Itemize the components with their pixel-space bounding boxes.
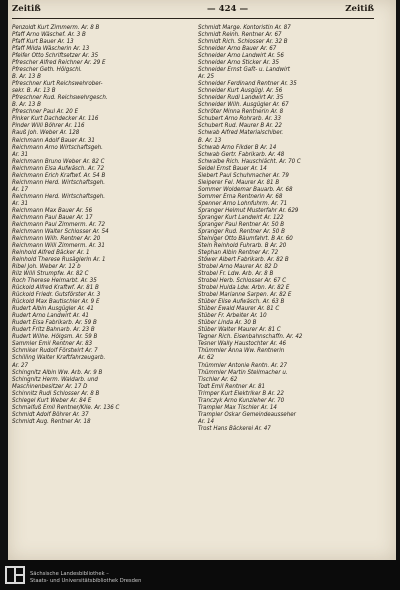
directory-entry: Strobel Herb. Schlosser Ar. 67 C (198, 277, 287, 285)
directory-entry: Rückold Friedr. Gutsförster Ar. 3 (12, 291, 101, 299)
directory-entry: Spranger Paul Rentner Ar. 50 B (198, 220, 285, 228)
directory-entry: Schneider Rudi Landwirt Ar. 35 (198, 94, 284, 102)
directory-entry: Stüber Linda Ar. 30 B (198, 319, 257, 327)
directory-entry: Rückold Alfred Kraftwf. Ar. 81 B (12, 284, 99, 292)
header-left-keyword: Zeitiß (12, 4, 41, 14)
directory-entry: Spranger Helmut Musterfahr Ar. 629 (198, 206, 299, 214)
directory-entry: Schmiker Rudolf Förstwirt Ar. 7 (12, 347, 98, 355)
directory-entry: Stüber Elise Aufwäsch. Ar. 63 B (198, 298, 285, 306)
directory-entry: Reichmann Walter Schlosser Ar. 54 (12, 227, 109, 235)
directory-entry: Trost Hans Bäckerei Ar. 47 (198, 424, 271, 432)
directory-entry: Ar. 25 (198, 73, 215, 81)
directory-entry: Schilling Walter Kraftfahrzeugarb. (12, 354, 106, 362)
directory-entry: Schinnitz Rudi Schlosser Ar. 8 B (12, 389, 100, 397)
directory-entry: Schmidt Reinh. Rentner Ar. 67 (198, 31, 282, 39)
directory-entry: Ar. 27 (12, 361, 29, 369)
header-rule (12, 18, 374, 19)
directory-entry: Pfeifer Otto Schriftsetzer Ar. 35 (12, 52, 99, 60)
directory-entry: Pfaff Arno Wäschef. Ar. 3 B (12, 31, 86, 39)
footer-line-1: Sächsische Landesbibliothek – (30, 571, 109, 577)
directory-entry: Spranger Kurt Landwirt Ar. 122 (198, 213, 284, 221)
directory-entry: B. Ar. 13 (198, 136, 222, 144)
header-right-keyword: Zeitiß (345, 4, 374, 14)
directory-entry: Strobel Marianne Sarpen. Ar. 82 E (198, 291, 292, 299)
directory-entry: Schneider Ernst Gaſt- u. Landwirt (198, 66, 290, 74)
directory-entry: Schwalbe Rich. Hauschlächt. Ar. 70 C (198, 157, 301, 165)
directory-entry: Reinhold Alfred Bäcker Ar. 1 (12, 249, 90, 256)
directory-entry: Roch Therese Heimarbt. Ar. 35 (12, 277, 97, 285)
directory-entry: Sommer Woldemar Bauarb. Ar. 68 (198, 185, 293, 193)
directory-entry: Stephan Albin Rentner Ar. 72 (198, 249, 279, 256)
directory-entry: Pfreschner Rud. Reichswehrgesch. (12, 94, 108, 102)
directory-entry: Schingnitz Herm. Waldarb. und (12, 375, 98, 383)
directory-entry: Stüber Walter Maurer Ar. 81 C (198, 326, 281, 334)
directory-entry: Ar. 17 (12, 185, 29, 193)
directory-entry: Schneider Arno Sticker Ar. 35 (198, 59, 279, 67)
directory-entry: Rudert Wilhe. Hölgsm. Ar. 59 B (12, 333, 98, 341)
library-logo-icon (5, 566, 25, 584)
directory-entry: Thümmler Anna Ww. Rentnerin (198, 347, 285, 355)
directory-entry: Schubert Rud. Maurer B Ar. 22 (198, 122, 282, 130)
directory-entry: Rauß Joh. Weber Ar. 128 (12, 129, 80, 137)
directory-entry: Pfrescher Alfred Reichner Ar. 29 E (12, 59, 106, 67)
directory-entry: Trampler Max Tischler Ar. 14 (198, 403, 277, 411)
directory-entry: Pinker Kurt Dachdecker Ar. 116 (12, 115, 99, 123)
directory-entry: Pfreschner Paul Ar. 20 E (12, 108, 79, 116)
directory-entry: Tegner Rich. Eisenbahnschaffn. Ar. 42 (198, 333, 303, 341)
directory-entry: Todt Emil Rentner Ar. 81 (198, 382, 265, 390)
directory-entry: Schmidt Adolf Böhrer Ar. 37 (12, 410, 89, 418)
directory-entry: Schwab Alfred Materialschiber. (198, 129, 284, 137)
page-header (12, 4, 374, 18)
directory-entry: B. Ar. 13 B (12, 101, 41, 109)
directory-entry: Schwab Gertr. Fabrikarb. Ar. 48 (198, 150, 285, 158)
right-column (198, 24, 376, 432)
directory-entry: Ribel Joh. Weber Ar. 12 b (12, 263, 81, 271)
directory-entry: Schwab Arno Fikder B Ar. 14 (198, 143, 277, 151)
directory-entry: Sommer Erna Rentnerin Ar. 68 (198, 192, 283, 200)
directory-entry: Schubert Arno Rohrarb. Ar. 33 (198, 115, 282, 123)
directory-entry: Strobel Arno Maurer Ar. 82 D (198, 263, 278, 271)
directory-entry: Trampler Oskar Gemeindeausseher (198, 410, 296, 418)
directory-entry: Reichmann Herd. Wirtschaftsgeh. (12, 192, 106, 200)
directory-entry: Thümmler Antonie Rentn. Ar. 27 (198, 361, 288, 369)
directory-entry: Strobel Hulda Ldw. Arbn. Ar. 82 E (198, 284, 290, 292)
directory-entry: Tesner Wally Haustochter Ar. 46 (198, 340, 287, 348)
directory-entry: Rilz Willi Strumpfw. Ar. 82 C (12, 270, 89, 278)
directory-entry: Reichmann Herd. Wirtschaftsgeh. (12, 178, 106, 186)
directory-entry: Ar. 62 (198, 354, 215, 362)
directory-entry: Rückold Max Bautischler Ar. 9 E (12, 298, 100, 306)
directory-entry: Schneider Arno Bauer Ar. 67 (198, 45, 277, 53)
directory-entry: Pfaff Kurt Bauer Ar. 13 (12, 38, 74, 46)
directory-entry: Reichmann Adolf Bauer Ar. 31 (12, 136, 95, 144)
directory-entry: Schingnitz Albin Ww. Arb. Ar. 9 B (12, 368, 103, 376)
directory-entry: Reichmann Paul Bauer Ar. 17 (12, 213, 93, 221)
directory-entry: Reichmann Elsa Aufwäsch. Ar. 72 (12, 164, 104, 172)
directory-entry: Pfreschner Kurt Reichswehrober- (12, 80, 103, 88)
directory-entry: Sleiperer Fel. Maurer Ar. 81 B (198, 178, 280, 186)
left-column (12, 24, 190, 425)
directory-entry: Trimper Kurt Elektriker B Ar. 22 (198, 389, 284, 397)
directory-entry: Schlegel Kurt Weber Ar. 84 E (12, 396, 92, 404)
directory-entry: Reichmann Max Bauer Ar. 56 (12, 206, 93, 214)
directory-entry: Rudert Albin Ausgügler Ar. 41 (12, 305, 94, 313)
directory-entry: Reinhold Therese Rusäglerin Ar. 1 (12, 256, 106, 264)
directory-entry: Reichmann Bruno Weber Ar. 82 C (12, 157, 105, 165)
directory-entry: Stöwer Albert Fabrikarb. Ar. 82 B (198, 256, 289, 264)
directory-entry: Pfrescher Geth. Hölgschl. (12, 66, 82, 74)
directory-entry: Tischler Ar. 62 (198, 375, 238, 383)
directory-entry: sekr. B. Ar. 13 B (12, 87, 56, 95)
directory-entry: Schmalfuß Emil Rentner/Klle. Ar. 136 C (12, 403, 120, 411)
directory-entry: Siebert Paul Schuhmacher Ar. 79 (198, 171, 289, 179)
directory-entry: Strobel Fr. Ldw. Arb. Ar. 8 B (198, 270, 274, 278)
directory-entry: Rudert Elsa Fabrikarb. Ar. 59 B (12, 319, 97, 327)
footer-line-2: Staats- und Universitätsbibliothek Dresden (30, 578, 142, 584)
directory-entry: Schmidt Aug. Rentner Ar. 18 (12, 417, 91, 425)
directory-entry: Rudert Arno Landwirt Ar. 41 (12, 312, 89, 320)
directory-entry: Steiniger Otto Bäumfahrt. B Ar. 60 (198, 234, 293, 242)
directory-entry: Schmidt Rich. Schlosser Ar. 32 B (198, 38, 288, 46)
directory-entry: Reichmann Arno Wirtschaftsgeh. (12, 143, 103, 151)
directory-entry: Ar. 31 (12, 199, 29, 207)
directory-entry: Schmidt Marge. Kontoristin Ar. 87 (198, 24, 291, 31)
directory-entry: Ar. 31 (12, 150, 29, 158)
directory-entry: Schröter Minna Rentnerin Ar. 8 (198, 108, 284, 116)
directory-entry: Stüber Ewald Maurer Ar. 81 C (198, 305, 280, 313)
page-number: — 424 — (207, 4, 249, 14)
directory-entry: Maschinenbesitzer Ar. 17 D (12, 382, 88, 390)
directory-entry: Seidel Ernst Bauer Ar. 14 (198, 164, 267, 172)
directory-entry: Pfaff Milda Wäscherin Ar. 13 (12, 45, 90, 53)
directory-entry: Pinder Willi Böhrer Ar. 116 (12, 122, 85, 130)
directory-entry: Spenner Arno Lohnfuhrm. Ar. 71 (198, 199, 288, 207)
directory-entry: Penzoldt Kurt Zimmerm. Ar. 8 B (12, 24, 100, 31)
directory-entry: Ar. 14 (198, 417, 215, 425)
directory-entry: Reichmann Willi Zimmerm. Ar. 31 (12, 241, 105, 249)
directory-entry: Rudert Fritz Bahnarb. Ar. 23 B (12, 326, 95, 334)
directory-entry: B. Ar. 13 B (12, 73, 41, 81)
directory-entry: Schneider Ferdinand Rentner Ar. 35 (198, 80, 297, 88)
directory-entry: Schneider Arno Landwirt Ar. 56 (198, 52, 284, 60)
directory-entry: Thümmler Martin Stellmacher u. (198, 368, 288, 376)
directory-entry: Stein Reinhold Fuhrarb. B Ar. 20 (198, 241, 287, 249)
directory-entry: Spranger Rud. Rentner Ar. 50 B (198, 227, 285, 235)
directory-entry: Schneider Wilh. Ausgügler Ar. 67 (198, 101, 289, 109)
directory-entry: Sammler Emil Rentner Ar. 83 (12, 340, 93, 348)
directory-entry: Reichmann Erich Kraftwf. Ar. 54 B (12, 171, 106, 179)
directory-entry: Stüber Fr. Arbeiter Ar. 10 (198, 312, 267, 320)
directory-entry: Reichmann Wilh. Rentner Ar. 20 (12, 234, 101, 242)
directory-entry: Schneider Kurt Ausgügl. Ar. 56 (198, 87, 283, 95)
directory-entry: Reichmann Paul Zimmerm. Ar. 72 (12, 220, 106, 228)
directory-entry: Tranczyk Arno Kunzieher Ar. 70 (198, 396, 285, 404)
